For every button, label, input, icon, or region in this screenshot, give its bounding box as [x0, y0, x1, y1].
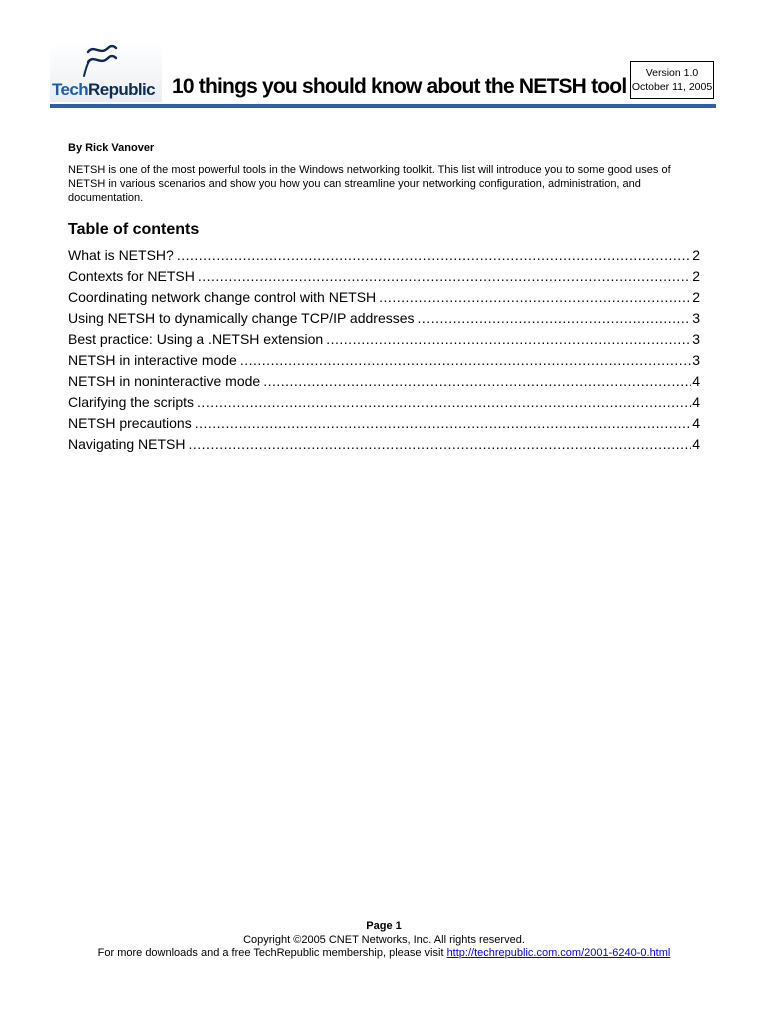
header-divider	[50, 104, 716, 108]
copyright-notice: Copyright ©2005 CNET Networks, Inc. All rights reserved.	[243, 933, 525, 946]
toc-entry-title: Using NETSH to dynamically change TCP/IP addresses	[68, 310, 415, 326]
toc-dot-leader	[197, 392, 691, 413]
toc-dot-leader	[263, 371, 691, 392]
toc-entry-title: Coordinating network change control with NETSH	[68, 289, 377, 305]
techrepublic-link[interactable]: http://techrepublic.com.com/2001-6240-0.html	[446, 947, 671, 959]
toc-entry-page: 3	[692, 331, 700, 347]
toc-entry-title: Navigating NETSH	[68, 436, 186, 452]
logo-text-tech: Tech	[52, 80, 89, 99]
toc-entry-page: 2	[692, 268, 700, 284]
techrepublic-logo	[50, 42, 162, 102]
toc-entry-title: Clarifying the scripts	[68, 394, 195, 410]
intro-paragraph: NETSH is one of the most powerful tools in the Windows networking toolkit. This list will introduce you to some good uses of NETSH in various scenarios and show you how you can streamline your networking configuration, administration, and documentation.	[68, 164, 671, 204]
toc-dot-leader	[177, 245, 691, 266]
toc-entry-title: NETSH in interactive mode	[68, 352, 237, 368]
membership-text: For more downloads and a free TechRepublic membership, please visit	[97, 947, 447, 959]
toc-dot-leader	[189, 434, 692, 455]
toc-entry[interactable]	[68, 266, 700, 287]
toc-entry-page: 3	[692, 310, 700, 326]
toc-entry[interactable]	[68, 245, 700, 266]
toc-entry-page: 2	[692, 289, 700, 305]
toc-entry[interactable]	[68, 308, 700, 329]
toc-dot-leader	[198, 266, 691, 287]
page-footer	[0, 920, 768, 961]
toc-entry-title: NETSH precautions	[68, 415, 192, 431]
logo-wordmark	[52, 80, 155, 100]
version-date: October 11, 2005	[631, 81, 713, 93]
toc-dot-leader	[326, 329, 691, 350]
toc-entry[interactable]	[68, 329, 700, 350]
toc-entry-page: 4	[692, 415, 700, 431]
toc-entry-page: 4	[692, 436, 700, 452]
toc-dot-leader	[195, 413, 691, 434]
version-box	[630, 61, 714, 99]
toc-entry[interactable]	[68, 287, 700, 308]
document-body	[68, 142, 700, 455]
membership-line	[0, 947, 768, 961]
document-title: 10 things you should know about the NETSH tool	[172, 75, 627, 98]
toc-entry-page: 2	[692, 247, 700, 263]
toc-entry-title: Best practice: Using a .NETSH extension	[68, 331, 324, 347]
page-number: Page 1	[366, 920, 402, 932]
wave-logo-icon	[80, 42, 120, 82]
toc-dot-leader	[379, 287, 691, 308]
toc-heading: Table of contents	[68, 221, 200, 238]
toc-entry[interactable]	[68, 392, 700, 413]
toc-entry[interactable]	[68, 350, 700, 371]
toc-entry-title: NETSH in noninteractive mode	[68, 373, 261, 389]
logo-text-republic: Republic	[88, 80, 156, 99]
toc-entry[interactable]	[68, 371, 700, 392]
table-of-contents	[68, 245, 700, 455]
toc-entry[interactable]	[68, 413, 700, 434]
toc-entry-page: 4	[692, 394, 700, 410]
toc-entry-title: What is NETSH?	[68, 247, 174, 263]
toc-entry-page: 3	[692, 352, 700, 368]
toc-entry-title: Contexts for NETSH	[68, 268, 195, 284]
toc-entry-page: 4	[692, 373, 700, 389]
toc-entry[interactable]	[68, 434, 700, 455]
toc-dot-leader	[240, 350, 691, 371]
document-header	[50, 42, 718, 110]
version-label: Version 1.0	[645, 67, 699, 79]
toc-dot-leader	[418, 308, 692, 329]
author-byline: By Rick Vanover	[68, 142, 155, 154]
